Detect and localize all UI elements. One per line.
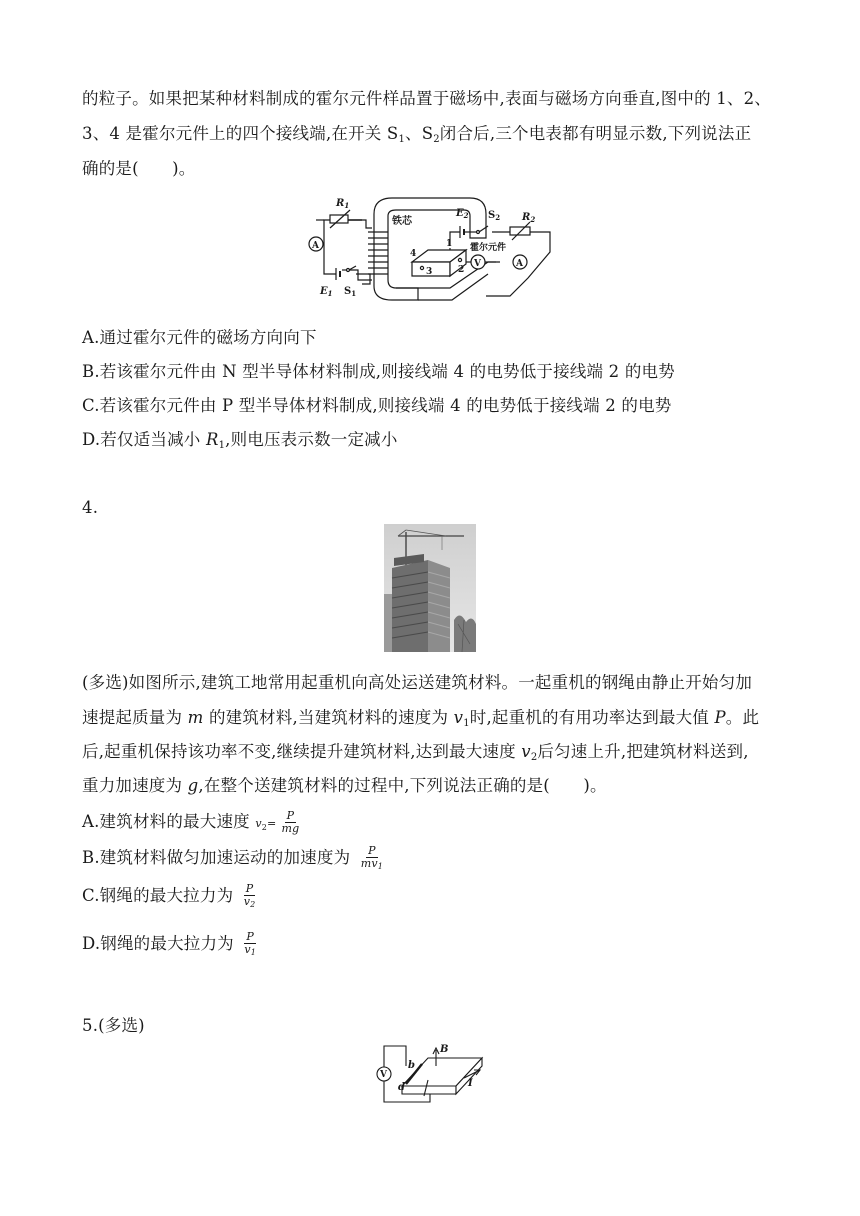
r1-label: $R_1$ <box>336 198 350 210</box>
q4-number: 4. <box>82 498 99 517</box>
q4-option-b: B.建筑材料做匀加速运动的加速度为 $\frac{P}{mv1}$ <box>82 843 384 871</box>
terminal-1-label: 1 <box>446 239 453 249</box>
iron-core-label: 铁芯 <box>392 216 412 227</box>
s2-label: $S_2$ <box>488 210 501 222</box>
voltmeter-label: V <box>474 259 481 269</box>
ammeter-left-label: A <box>312 241 319 251</box>
hall-element-circuit-figure <box>300 192 562 310</box>
q3-option-c: C.若该霍尔元件由 P 型半导体材料制成,则接线端 4 的电势低于接线端 2 的电势 <box>82 396 672 415</box>
q3-option-d: D.若仅适当减小 $R_1$,则电压表示数一定减小 <box>82 430 398 451</box>
q5-d-label: d <box>398 1082 405 1093</box>
q5-b-label: b <box>408 1060 415 1071</box>
q3-stem-line-1: 的粒子。如果把某种材料制成的霍尔元件样品置于磁场中,表面与磁场方向垂直,图中的 1、2、 <box>82 89 772 108</box>
terminal-3-label: 3 <box>426 267 433 277</box>
q4-stem-line-1: (多选)如图所示,建筑工地常用起重机向高处运送建筑材料。一起重机的钢绳由静止开始匀加 <box>82 673 753 692</box>
q3-stem-line-2: 3、4 是霍尔元件上的四个接线端,在开关 $S_1$、$S_2$闭合后,三个电表都有明显示数,下列说法正 <box>82 124 752 145</box>
q4-option-d: D.钢绳的最大拉力为 $\frac{P}{v1}$ <box>82 929 257 957</box>
e1-label: $E_1$ <box>320 286 333 298</box>
q3-option-a: A.通过霍尔元件的磁场方向向下 <box>82 328 317 347</box>
q5-I-label: I <box>468 1078 473 1089</box>
terminal-2-label: 2 <box>458 265 465 275</box>
q4-stem-line-4: 重力加速度为 g,在整个送建筑材料的过程中,下列说法正确的是( )。 <box>82 776 607 795</box>
q5-B-label: B <box>440 1044 449 1055</box>
r2-label: $R_2$ <box>522 212 536 224</box>
q4-stem-line-3: 后,起重机保持该功率不变,继续提升建筑材料,达到最大速度 $v_2$后匀速上升,把建筑材料送到, <box>82 742 749 763</box>
q4-stem-line-2: 速提起质量为 m 的建筑材料,当建筑材料的速度为 $v_1$时,起重机的有用功率达到最大值 P。此 <box>82 708 760 729</box>
ammeter-right-label: A <box>516 259 523 269</box>
q3-stem-line-3: 确的是( )。 <box>82 159 196 178</box>
q3-option-b: B.若该霍尔元件由 N 型半导体材料制成,则接线端 4 的电势低于接线端 2 的电势 <box>82 362 675 381</box>
q4-option-c: C.钢绳的最大拉力为 $\frac{P}{v2}$ <box>82 881 256 909</box>
e2-label: $E_2$ <box>456 208 469 220</box>
hall-element-label: 霍尔元件 <box>470 243 507 253</box>
q5-number: 5.(多选) <box>82 1016 145 1035</box>
q4-option-a: A.建筑材料的最大速度 $v_2=$ $\frac{P}{mg}$ <box>82 809 300 835</box>
q5-voltmeter-label: V <box>380 1070 387 1080</box>
crane-building-photo <box>384 524 476 652</box>
terminal-4-label: 4 <box>410 249 417 259</box>
hall-slab-figure <box>372 1040 492 1108</box>
s1-label: $S_1$ <box>344 286 357 298</box>
